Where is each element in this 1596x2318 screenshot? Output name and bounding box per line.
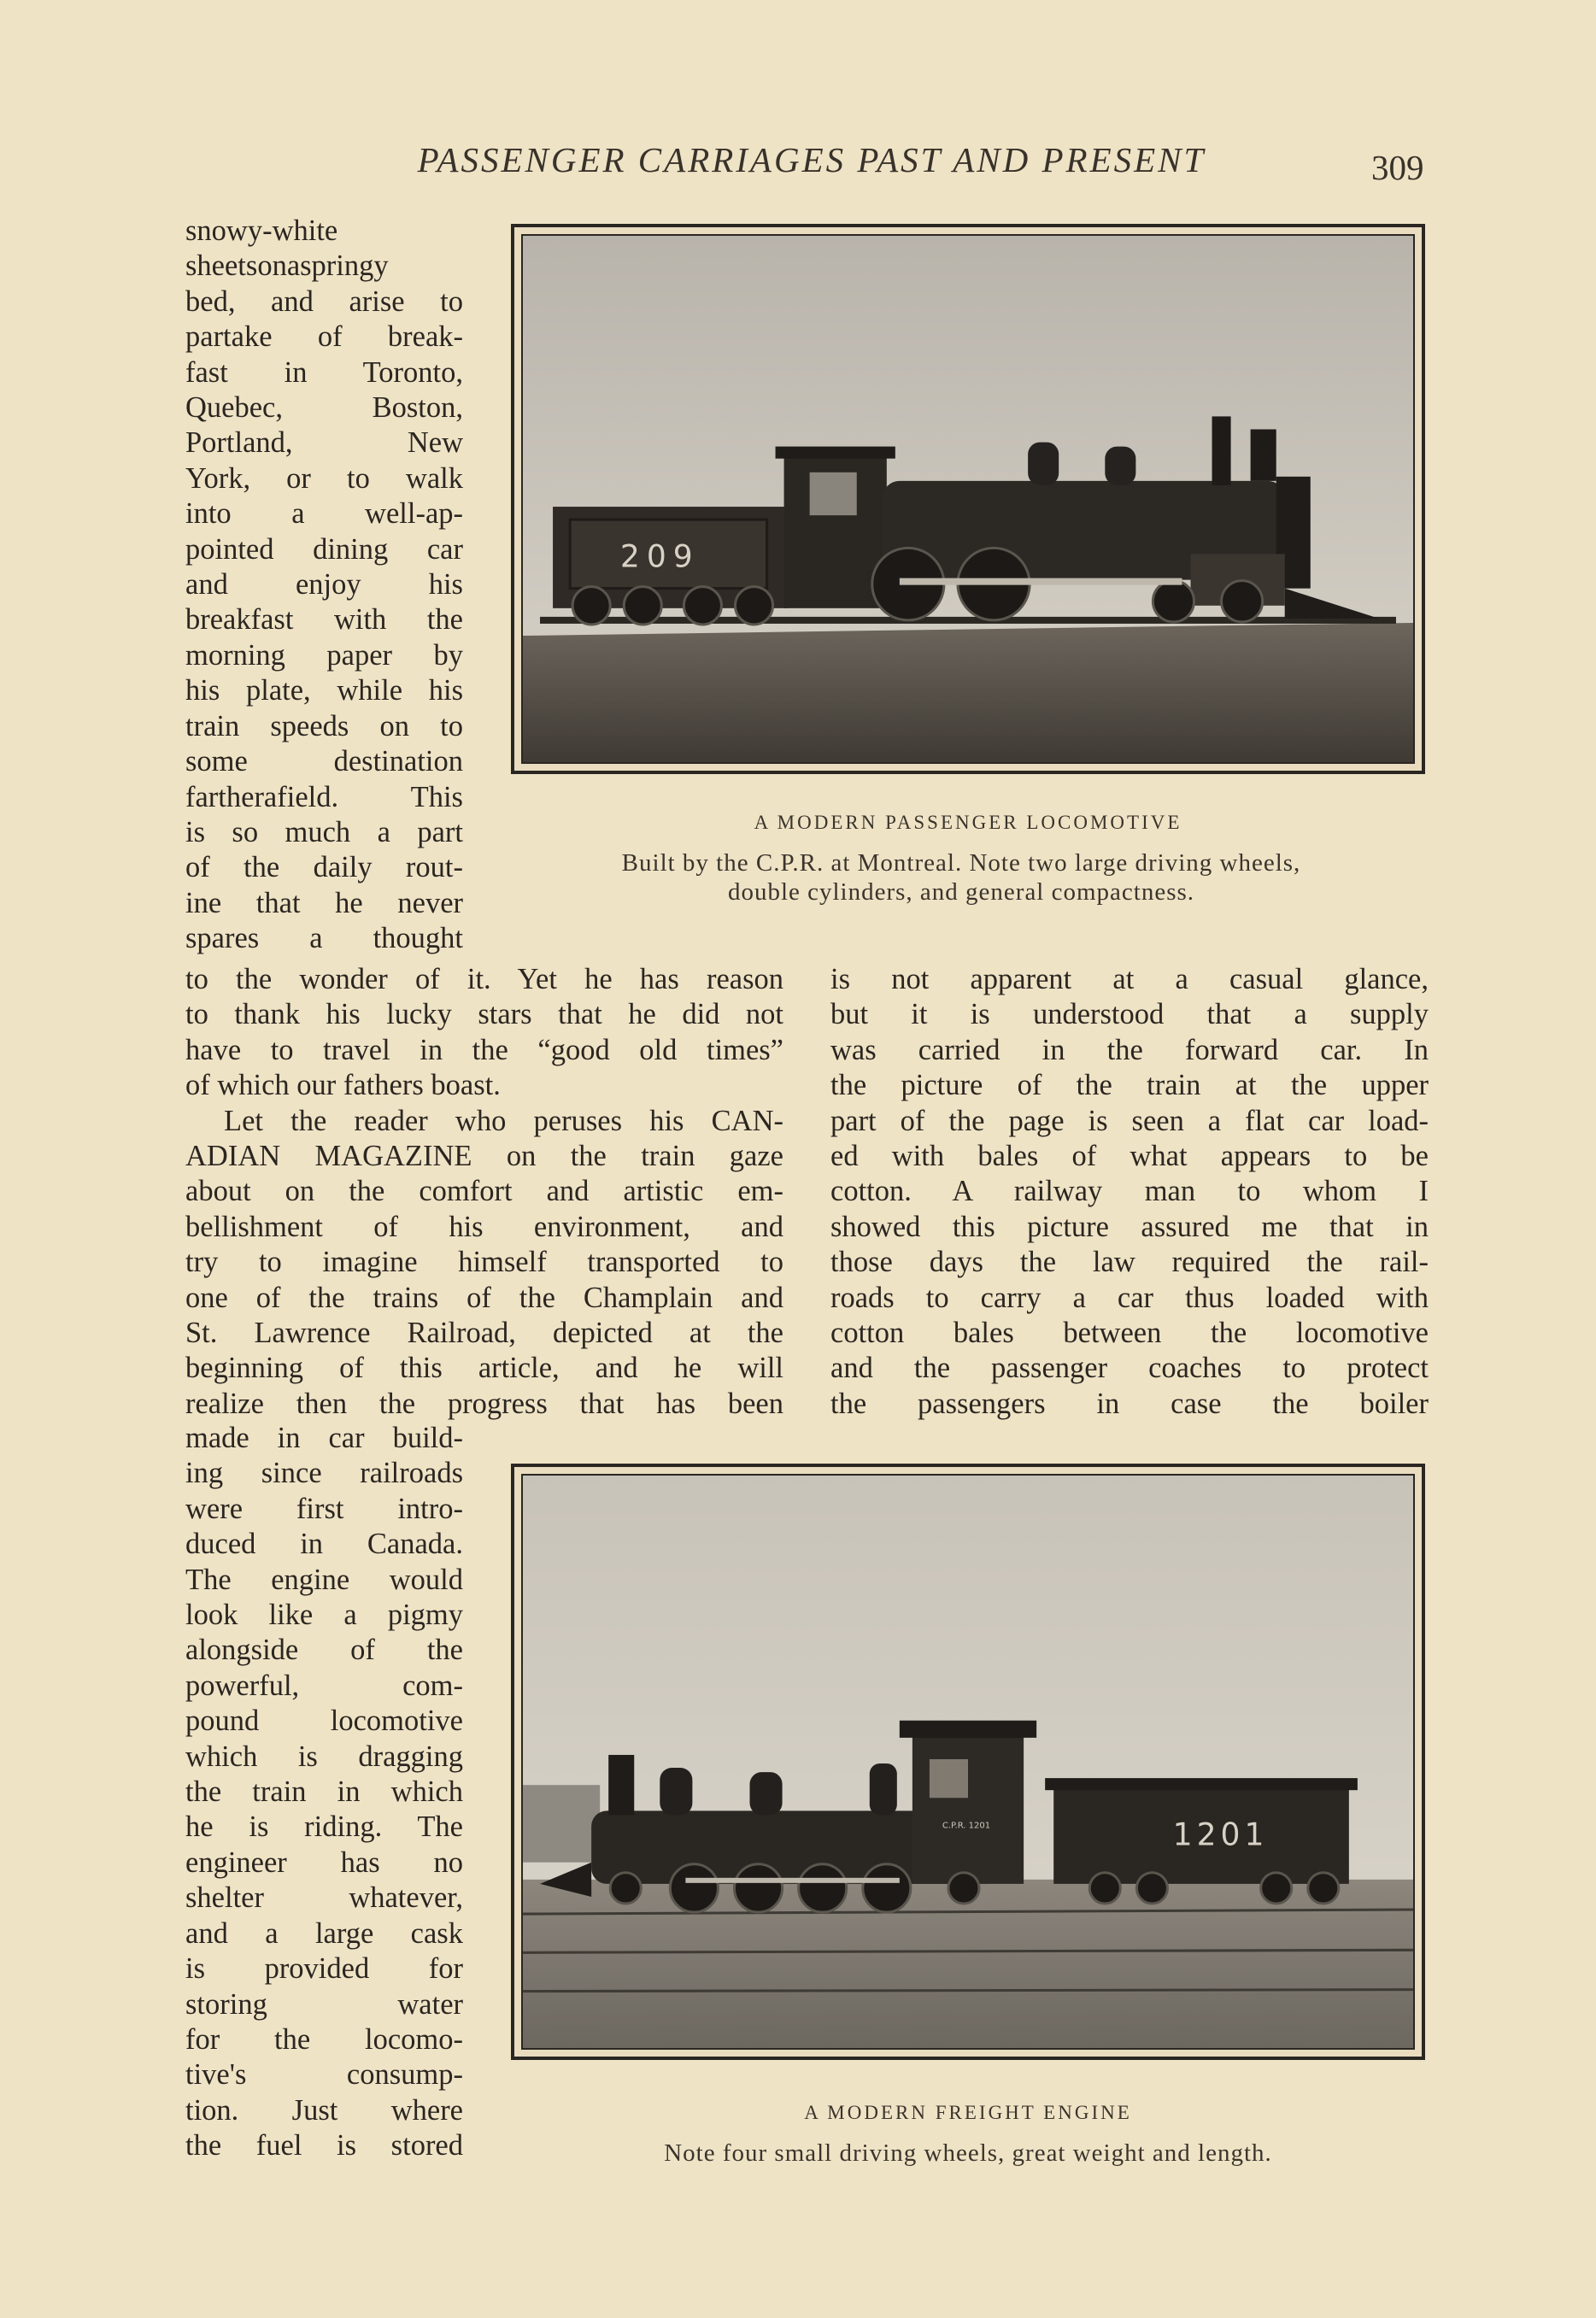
text-line: part of the page is seen a flat car load-	[830, 1104, 1429, 1137]
text-line: look like a pigmy	[185, 1599, 463, 1632]
text-line: Let the reader who peruses his CAN-	[224, 1104, 783, 1137]
text-line: alongside of the	[185, 1634, 463, 1667]
text-line: ed with bales of what appears to be	[830, 1140, 1429, 1173]
figure-2-caption	[511, 2139, 1425, 2168]
text-line: the picture of the train at the upper	[830, 1069, 1429, 1102]
figure-1-caption-line: double cylinders, and general compactness.	[727, 878, 1195, 906]
text-line: ADIAN MAGAZINE on the train gaze	[185, 1140, 783, 1173]
text-line: some destination	[185, 745, 463, 778]
text-line: St. Lawrence Railroad, depicted at the	[185, 1317, 783, 1350]
text-line: the train in which	[185, 1775, 463, 1809]
text-line: ine that he never	[185, 886, 463, 919]
text-line: pound locomotive	[185, 1705, 463, 1738]
text-line: The engine would	[185, 1563, 463, 1596]
text-column-bottom-narrow	[185, 1421, 463, 2164]
text-line: powerful, com-	[185, 1669, 463, 1702]
text-line: and the passenger coaches to protect	[830, 1352, 1429, 1385]
text-line: Portland, New	[185, 426, 463, 460]
text-line: fast in Toronto,	[185, 355, 463, 389]
text-line: the passengers in case the boiler	[830, 1387, 1429, 1420]
text-line: were first intro-	[185, 1492, 463, 1525]
text-line: those days the law required the rail-	[830, 1246, 1429, 1279]
text-line: breakfast with the	[185, 603, 463, 637]
text-line: cotton. A railway man to whom I	[830, 1175, 1429, 1208]
text-line: one of the trains of the Champlain and	[185, 1281, 783, 1314]
passenger-locomotive-photo	[511, 224, 1425, 774]
text-line: train speeds on to	[185, 709, 463, 742]
text-line: roads to carry a car thus loaded with	[830, 1281, 1429, 1314]
text-line: is so much a part	[185, 815, 463, 848]
text-line: engineer has no	[185, 1846, 463, 1879]
tender-number-1201: 1201	[1172, 1816, 1269, 1853]
text-line: but it is understood that a supply	[830, 998, 1429, 1031]
text-line: try to imagine himself transported to	[185, 1246, 783, 1279]
cab-lettering: C.P.R. 1201	[942, 1821, 991, 1831]
text-line: and enjoy his	[185, 568, 463, 602]
text-line: which is dragging	[185, 1740, 463, 1773]
text-line: duced in Canada.	[185, 1528, 463, 1561]
running-title: PASSENGER CARRIAGES PAST AND PRESENT	[417, 140, 1206, 179]
freight-engine-photo	[511, 1464, 1425, 2060]
text-line: morning paper by	[185, 638, 463, 672]
text-line: Quebec, Boston,	[185, 391, 463, 425]
figure-1-caption-line: Built by the C.P.R. at Montreal. Note two large driving wheels,	[621, 849, 1301, 877]
text-line: is provided for	[185, 1952, 463, 1986]
figure-1-caption	[478, 848, 1444, 907]
freight-engine-illustration	[523, 1476, 1413, 2048]
text-line: was carried in the forward car. In	[830, 1033, 1429, 1066]
passenger-locomotive-illustration	[523, 236, 1413, 762]
text-line: showed this picture assured me that in	[830, 1210, 1429, 1243]
text-line: sheetsonaspringy	[185, 249, 389, 283]
text-line: made in car build-	[185, 1422, 463, 1454]
text-line: pointed dining car	[185, 532, 463, 566]
text-line: realize then the progress that has been	[185, 1387, 783, 1420]
text-line: have to travel in the “good old times”	[185, 1033, 783, 1066]
text-line: beginning of this article, and he will	[185, 1352, 783, 1385]
text-line: storing water	[185, 1987, 463, 2021]
text-line: of which our fathers boast.	[185, 1069, 501, 1102]
figure-1-caption-title: A MODERN PASSENGER LOCOMOTIVE	[754, 812, 1182, 833]
text-line: partake of break-	[185, 320, 463, 354]
figure-2-caption-line: Note four small driving wheels, great weight and length.	[664, 2139, 1272, 2167]
text-line: the fuel is stored	[185, 2129, 463, 2162]
text-column-top-narrow	[185, 214, 463, 957]
text-line: tive's consump-	[185, 2058, 463, 2092]
text-column-left	[185, 962, 783, 1422]
text-line: snowy-white	[185, 214, 338, 247]
text-line: and a large cask	[185, 1916, 463, 1950]
figure-2-caption-title: A MODERN FREIGHT ENGINE	[804, 2102, 1132, 2123]
text-line: tion. Just where	[185, 2093, 463, 2127]
text-line: shelter whatever,	[185, 1881, 463, 1915]
text-line: bellishment of his environment, and	[185, 1210, 783, 1243]
page-number: 309	[1371, 148, 1424, 187]
text-line: bed, and arise to	[185, 285, 463, 318]
text-line: ing since railroads	[185, 1457, 463, 1490]
tender-number-209: 209	[619, 537, 700, 575]
text-line: he is riding. The	[185, 1810, 463, 1844]
text-line: fartherafield. This	[185, 780, 463, 813]
text-line: to the wonder of it. Yet he has reason	[185, 963, 783, 995]
text-line: of the daily rout-	[185, 851, 463, 884]
text-line: to thank his lucky stars that he did not	[185, 998, 783, 1031]
text-line: about on the comfort and artistic em-	[185, 1175, 783, 1208]
text-column-right	[830, 962, 1429, 1422]
text-line: spares a thought	[185, 922, 463, 955]
two-column-body	[185, 962, 1429, 1422]
text-line: York, or to walk	[185, 461, 463, 495]
text-line: his plate, while his	[185, 674, 463, 707]
text-line: for the locomo-	[185, 2022, 463, 2056]
text-line: cotton bales between the locomotive	[830, 1317, 1429, 1350]
text-line: into a well-ap-	[185, 497, 463, 531]
text-line: is not apparent at a casual glance,	[830, 963, 1429, 995]
